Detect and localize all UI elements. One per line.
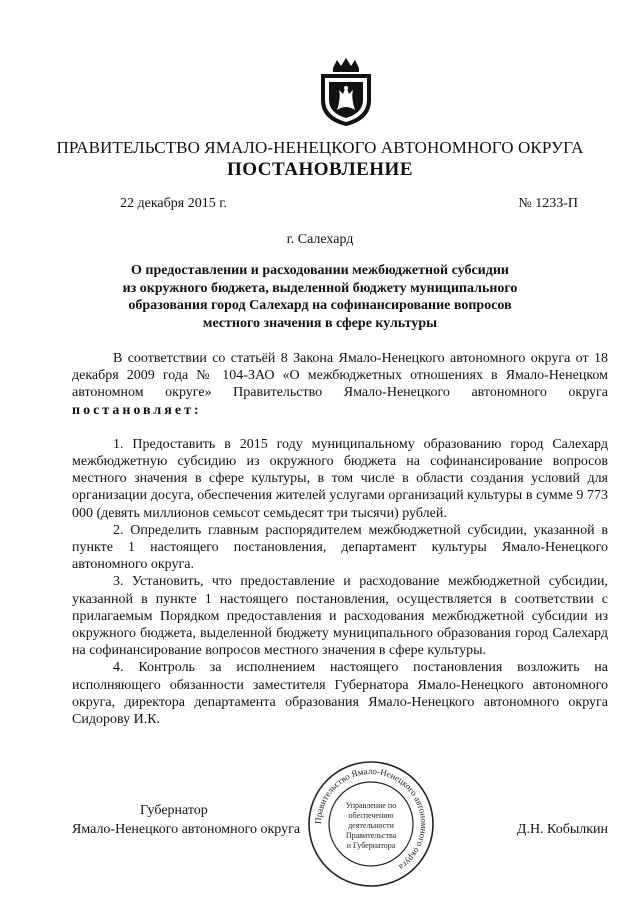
document-date: 22 декабря 2015 г. <box>120 196 227 211</box>
document-title <box>100 262 540 332</box>
document-city: г. Салехард <box>286 232 354 247</box>
official-stamp <box>305 760 437 888</box>
document-type: ПОСТАНОВЛЕНИЕ <box>226 159 414 180</box>
item-paragraph: 3. Установить, что предоставление и расходование межбюджетной субсидии, указанной в пункте 1 настоящего постановления, осуществляется в соответствии с прилагаемым Порядком предоставления и расходования межбюджетной субсидии из окружного бюджета, выделенной бюджету муниципального образования город Салехард на софинансирование вопросов местного значения в сфере культуры. <box>72 574 608 659</box>
signer-position-line1: Губернатор <box>140 803 208 818</box>
stamp-ring-text: Правительство Ямало-Ненецкого автономного округа <box>312 765 430 873</box>
title-line: местного значения в сфере культуры <box>202 315 438 331</box>
title-line: О предоставлении и расходовании межбюджетной субсидии <box>131 263 509 278</box>
stamp-line: Правительства <box>345 831 397 840</box>
coat-of-arms-icon <box>315 58 377 128</box>
government-name: ПРАВИТЕЛЬСТВО ЯМАЛО-НЕНЕЦКОГО АВТОНОМНОГО ОКРУГА <box>56 138 584 157</box>
preamble-paragraph <box>72 350 608 419</box>
preamble-text: В соответствии со статьёй 8 Закона Ямало-Ненецкого автономного округа от 18 декабря 2009 года № 104-ЗАО «О межбюджетных отношениях в Ямало-Ненецком автономном округе» Правительство Ямало-Ненецкого автономного округа <box>72 351 608 401</box>
stamp-line: и Губернатора <box>346 841 396 850</box>
resolution-word: постановляет: <box>72 402 202 418</box>
signer-name: Д.Н. Кобылкин <box>516 822 608 837</box>
signer-position-line2: Ямало-Ненецкого автономного округа <box>72 822 301 837</box>
stamp-line: обеспечению <box>348 811 394 820</box>
item-paragraph: 1. Предоставить в 2015 году муниципальному образованию город Салехард межбюджетную субсидию из окружного бюджета на софинансирование вопросов местного значения в сфере культуры, в том числе в области создания условий для организации досуга, обеспечения жителей услугами организаций культуры в сумме 9 773 000 (девять миллионов семьсот семьдесят три тысячи) рублей. <box>72 436 608 521</box>
stamp-line: деятельности <box>348 821 394 830</box>
document-body <box>72 350 608 728</box>
title-line: образования город Салехард на софинансирование вопросов <box>128 298 512 313</box>
document-number: № 1233-П <box>518 196 578 211</box>
item-paragraph: 2. Определить главным распорядителем межбюджетной субсидии, указанной в пункте 1 настоящего постановления, департамент культуры Ямало-Ненецкого автономного округа. <box>72 522 608 573</box>
title-line: из окружного бюджета, выделенной бюджету муниципального <box>122 280 518 296</box>
item-paragraph: 4. Контроль за исполнением настоящего постановления возложить на исполняющего обязанности заместителя Губернатора Ямало-Ненецкого автономного округа, директора департамента образования Ямало-Ненецкого автономного округа Сидорову И.К. <box>72 660 608 728</box>
stamp-line: Управление по <box>345 801 397 810</box>
